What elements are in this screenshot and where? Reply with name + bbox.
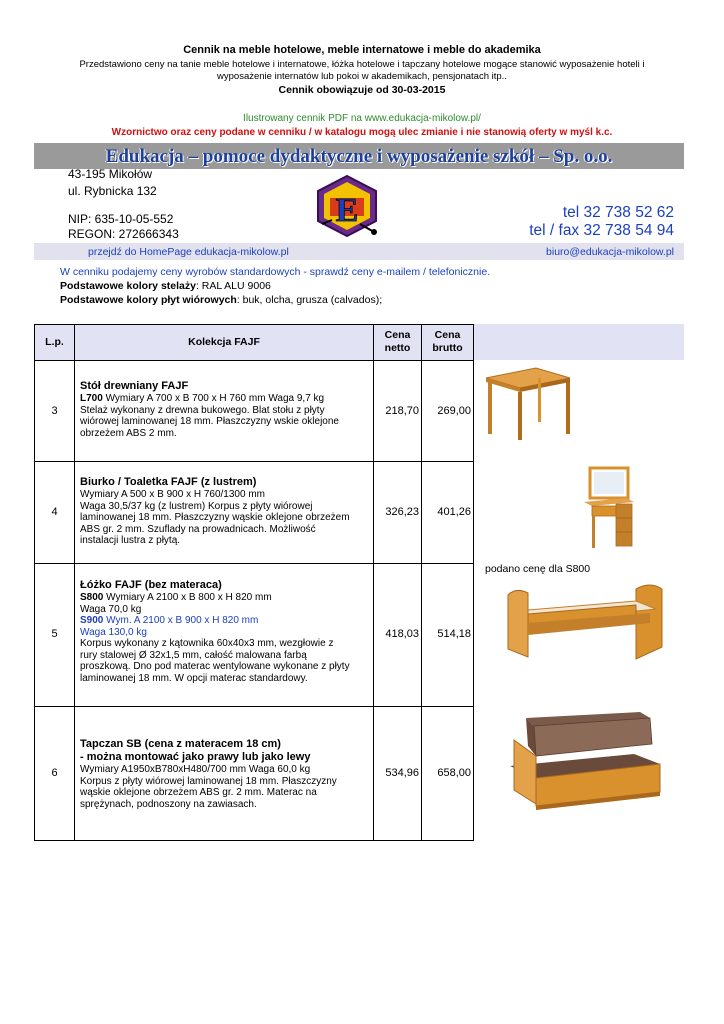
frame-colors-label: Podstawowe kolory stelaży bbox=[60, 280, 196, 292]
row-line: laminowanej 18 mm. Płaszczyzny wąskie oklejone obrzeżem bbox=[80, 512, 350, 523]
row-title: Łóżko FAJF (bez materaca) bbox=[80, 579, 222, 591]
row-line: Korpus wykonany z kątownika 60x40x3 mm, wezgłowie z bbox=[80, 638, 334, 649]
company-phone[interactable]: tel 32 738 52 62 bbox=[562, 204, 674, 221]
row-line: ABS gr. 2 mm. Szuflady na prowadnicach. Możliwość bbox=[80, 523, 316, 535]
board-colors-label: Podstawowe kolory płyt wiórowych bbox=[60, 294, 237, 306]
price-brutto: 514,18 bbox=[437, 628, 471, 640]
row-description bbox=[80, 380, 372, 439]
price-netto: 326,23 bbox=[385, 506, 419, 518]
company-fax[interactable]: tel / fax 32 738 54 94 bbox=[529, 222, 674, 239]
row-code: L700 bbox=[80, 393, 103, 404]
col-divider bbox=[421, 324, 422, 841]
row-divider bbox=[34, 706, 474, 707]
row-line: instalacji lustra z płytą. bbox=[80, 535, 181, 546]
header-brutto-1: Cena bbox=[434, 329, 461, 341]
row-title: Stół drewniany FAJF bbox=[80, 380, 189, 392]
board-colors bbox=[60, 294, 382, 306]
bed-price-note: podano cenę dla S800 bbox=[485, 563, 591, 575]
row-divider bbox=[34, 461, 474, 462]
sofa-bed-photo bbox=[500, 708, 666, 822]
table-border-bottom bbox=[34, 840, 474, 841]
row-line: Waga 130,0 kg bbox=[80, 626, 147, 638]
homepage-link[interactable]: przejdź do HomePage edukacja-mikolow.pl bbox=[88, 246, 289, 258]
row-code-2: S900 bbox=[80, 615, 104, 626]
col-divider bbox=[74, 324, 75, 841]
header-collection: Kolekcja FAJF bbox=[188, 336, 260, 348]
row-line: laminowanej 18 mm. W opcji materac standardowy. bbox=[80, 672, 308, 684]
price-netto: 218,70 bbox=[385, 405, 419, 417]
price-netto: 534,96 bbox=[385, 767, 419, 779]
row-line: Waga 70,0 kg bbox=[80, 603, 142, 615]
row-code: S800 bbox=[80, 592, 104, 603]
header-brutto bbox=[422, 329, 473, 355]
bed-photo bbox=[506, 575, 664, 667]
col-divider bbox=[34, 324, 35, 841]
row-code2-line: Wym. A 2100 x B 900 x H 820 mm bbox=[103, 615, 259, 626]
row-divider bbox=[34, 563, 474, 564]
company-street: ul. Rybnicka 132 bbox=[68, 184, 157, 198]
pdf-note: Ilustrowany cennik PDF na www.edukacja-mikolow.pl/ bbox=[243, 113, 481, 124]
company-name: Edukacja – pomoce dydaktyczne i wyposażenie szkół – Sp. o.o. bbox=[105, 146, 613, 167]
row-line: Wymiary A1950xB780xH480/700 mm Waga 60,0 kg bbox=[80, 764, 311, 775]
company-postal: 43-195 Mikołów bbox=[68, 167, 153, 181]
row-title-2: - można montować jako prawy lub jako lewy bbox=[80, 751, 311, 763]
table-border-top bbox=[34, 324, 474, 325]
row-lp: 6 bbox=[51, 767, 58, 779]
row-title: Biurko / Toaletka FAJF (z lustrem) bbox=[80, 476, 257, 488]
frame-colors-value: : RAL ALU 9006 bbox=[195, 280, 271, 292]
row-line: obrzeżem ABS 2 mm. bbox=[80, 427, 177, 439]
company-logo bbox=[314, 174, 380, 238]
row-line bbox=[80, 615, 372, 627]
row-lp: 4 bbox=[51, 506, 58, 518]
desk-mirror-photo bbox=[582, 466, 636, 552]
row-divider bbox=[34, 360, 474, 361]
subtitle-line-2: wyposażenie internatów lub pokoi w akademikach, pensjonatach itp.. bbox=[217, 71, 507, 82]
row-line: rury stalowej Ø 32x1,5 mm, całość malowana farbą bbox=[80, 649, 307, 661]
price-list-subtitle bbox=[0, 59, 724, 83]
row-line: sprężynach, podnoszony na zawiasach. bbox=[80, 798, 257, 810]
row-line: wiórowej laminowanej 18 mm. Płaszczyzny wskie oklejone bbox=[80, 416, 339, 427]
board-colors-value: : buk, olcha, grusza (calvados); bbox=[236, 294, 383, 306]
row-line: Wymiary A 500 x B 900 x H 760/1300 mm bbox=[80, 489, 265, 500]
row-line: Korpus z płyty wiórowej laminowanej 18 mm. Płaszczyzny bbox=[80, 775, 337, 787]
header-lp: L.p. bbox=[45, 336, 64, 348]
price-brutto: 401,26 bbox=[437, 506, 471, 518]
valid-from: Cennik obowiązuje od 30-03-2015 bbox=[278, 84, 446, 96]
header-netto-1: Cena bbox=[384, 329, 411, 341]
price-brutto: 658,00 bbox=[437, 767, 471, 779]
email-link[interactable]: biuro@edukacja-mikolow.pl bbox=[546, 246, 674, 258]
row-code-line: Wymiary A 700 x B 700 x H 760 mm Waga 9,7 kg bbox=[102, 393, 325, 404]
header-brutto-2: brutto bbox=[432, 342, 463, 354]
price-list-title: Cennik na meble hotelowe, meble internatowe i meble do akademika bbox=[183, 44, 541, 56]
price-netto: 418,03 bbox=[385, 628, 419, 640]
company-nip: NIP: 635-10-05-552 bbox=[68, 212, 174, 226]
row-line bbox=[80, 393, 372, 405]
header-netto-2: netto bbox=[384, 342, 411, 354]
row-line: Stelaż wykonany z drewna bukowego. Blat stołu z płyty bbox=[80, 404, 325, 416]
col-divider bbox=[473, 324, 474, 841]
row-description bbox=[80, 738, 372, 810]
table-photo bbox=[478, 364, 574, 442]
row-description bbox=[80, 579, 372, 684]
col-divider bbox=[373, 324, 374, 841]
row-line: proszkową. Dno pod materac wentylowane wykonane z płyty bbox=[80, 661, 350, 672]
row-description bbox=[80, 476, 372, 547]
frame-colors bbox=[60, 280, 271, 292]
warning-note: Wzornictwo oraz ceny podane w cenniku / w katalogu mogą ulec zmianie i nie stanowią oferty w myśl k.c. bbox=[111, 127, 613, 138]
price-brutto: 269,00 bbox=[437, 405, 471, 417]
row-line: wąskie oklejone obrzeżem ABS gr. 2 mm. Materac na bbox=[80, 787, 317, 798]
row-lp: 5 bbox=[51, 628, 58, 640]
row-lp: 3 bbox=[51, 405, 58, 417]
header-netto bbox=[374, 329, 421, 355]
row-line: Waga 30,5/37 kg (z lustrem) Korpus z płyty wiórowej bbox=[80, 500, 313, 512]
logo-letter: E bbox=[335, 192, 359, 229]
info-line: W cenniku podajemy ceny wyrobów standardowych - sprawdź ceny e-mailem / telefonicznie. bbox=[60, 266, 491, 278]
row-title: Tapczan SB (cena z materacem 18 cm) bbox=[80, 738, 281, 750]
company-regon: REGON: 272666343 bbox=[68, 227, 179, 241]
subtitle-line-1: Przedstawiono ceny na tanie meble hotelowe i internatowe, łóżka hotelowe i tapczany hotelowe mogące stanowić wyposażenie hoteli i bbox=[79, 59, 645, 70]
row-code-line: Wymiary A 2100 x B 800 x H 820 mm bbox=[103, 592, 272, 603]
row-line bbox=[80, 592, 372, 604]
